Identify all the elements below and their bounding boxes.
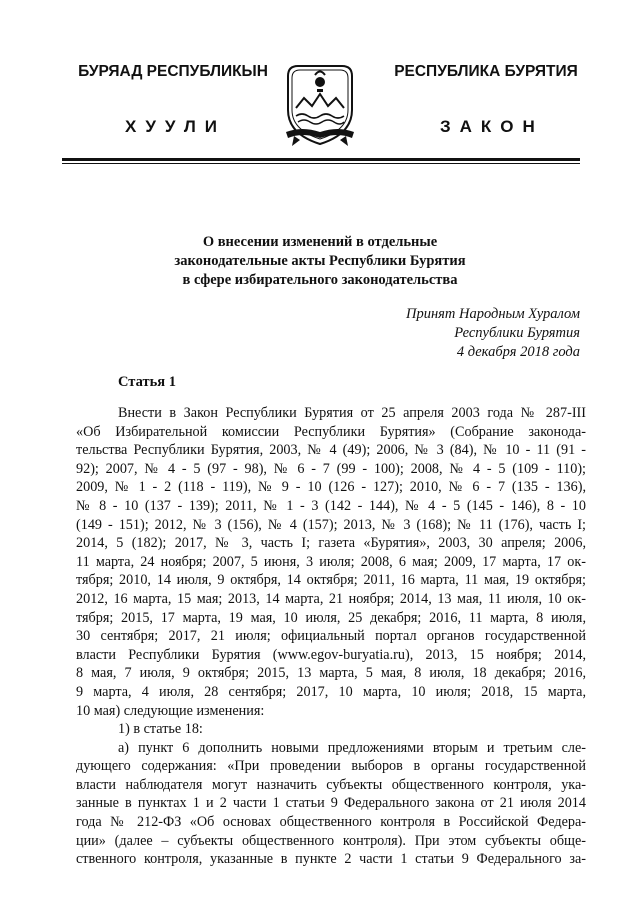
body-line: 11 марта, 24 ноября; 2007, 5 июня, 3 июля; 2008, 6 мая; 2009, 17 марта, 17 ок- — [76, 553, 586, 570]
body-line: 9 марта, 4 июля, 28 сентября; 2017, 10 марта, 10 июля; 2018, 15 марта, — [76, 683, 586, 700]
body-line: № 8 - 10 (137 - 139); 2011, № 1 - 3 (142 - 144), № 4 - 5 (145 - 146), 8 - 10 — [76, 497, 586, 514]
body-line: ственного контроля, указанные в пункте 2 части 1 статьи 9 Федерального за- — [76, 851, 586, 868]
adoption-note-line: Республики Бурятия — [454, 325, 580, 341]
body-line: (149 - 151); 2012, № 3 (156), № 4 (157); 2013, № 3 (168); № 11 (176), часть I; — [76, 516, 586, 533]
body-line: «Об Избирательной комиссии Республики Бурятия» (Собрание законода- — [76, 423, 586, 440]
body-line: тября; 2010, 14 июля, 9 октября, 14 октября; 2011, 16 марта, 11 мая, 19 октября; — [76, 572, 586, 589]
header-divider-thin — [62, 163, 580, 164]
law-title-line: в сфере избирательного законодательства — [182, 272, 458, 288]
header-right-doc-type: ЗАКОН — [440, 117, 544, 136]
header-right-title: РЕСПУБЛИКА БУРЯТИЯ — [394, 63, 578, 80]
body-line: 2012, 16 марта, 15 мая; 2013, 14 марта, 21 ноября; 2014, 13 мая, 11 июля, 10 ок- — [76, 590, 586, 607]
adoption-note-line: 4 декабря 2018 года — [456, 344, 580, 360]
body-line: 30 сентября; 2017, 21 июля; официальный портал органов государственной — [76, 628, 586, 645]
body-line: 2014, 5 (182); 2017, № 3, часть I; газета «Бурятия», 2003, 30 апреля; 2006, — [76, 535, 586, 552]
body-line: 1) в статье 18: — [118, 721, 203, 738]
law-title-line: законодательные акты Республики Бурятия — [174, 253, 466, 269]
body-line: 92); 2007, № 4 - 5 (97 - 98), № 6 - 7 (99 - 100); 2008, № 4 - 5 (109 - 110); — [76, 460, 586, 477]
body-line: а) пункт 6 дополнить новыми предложениями вторым и третьим сле- — [118, 739, 586, 756]
law-title — [100, 233, 540, 290]
body-line: 8 мая, 7 июля, 9 октября; 2015, 13 марта, 5 мая, 8 июля, 18 декабря; 2016, — [76, 665, 586, 682]
adoption-note — [330, 305, 580, 362]
coat-of-arms-icon — [282, 58, 358, 148]
body-line: Внести в Закон Республики Бурятия от 25 апреля 2003 года № 287-III — [118, 405, 586, 421]
body-line: дующего содержания: «При проведении выборов в органы государственной — [76, 758, 586, 775]
body-line: ции» (далее – субъекты общественного контроля). При этом субъекты обще- — [76, 832, 586, 849]
adoption-note-line: Принят Народным Хуралом — [405, 306, 580, 322]
header-left-doc-type: ХУУЛИ — [125, 117, 226, 136]
article-body — [76, 404, 586, 869]
body-line: тельства Республики Бурятия, 2003, № 4 (49); 2006, № 3 (84), № 10 - 11 (91 - — [76, 442, 586, 459]
body-line: занные в пунктах 1 и 2 части 1 статьи 9 Федерального закона от 21 июля 2014 — [76, 795, 586, 812]
header-divider-thick — [62, 158, 580, 161]
body-line: 2009, № 1 - 2 (118 - 119), № 9 - 10 (126 - 127); 2010, № 6 - 7 (135 - 136), — [76, 479, 586, 496]
body-line: власти наблюдателя могут назначить субъекты общественного контроля, ука- — [76, 776, 586, 793]
body-line: года № 212-ФЗ «Об основах общественного контроля в Российской Федера- — [76, 814, 586, 831]
header-left-title: БУРЯАД РЕСПУБЛИКЫН — [78, 63, 268, 80]
body-line: тября; 2015, 17 марта, 19 мая, 10 июля, 25 декабря; 2016, 11 марта, 8 июля, — [76, 609, 586, 626]
body-line: власти Республики Бурятия (www.egov-buryatia.ru), 2013, 15 ноября; 2014, — [76, 646, 586, 663]
law-title-line: О внесении изменений в отдельные — [202, 234, 438, 250]
body-line: 10 мая) следующие изменения: — [76, 702, 265, 719]
article-heading: Статья 1 — [118, 374, 176, 390]
